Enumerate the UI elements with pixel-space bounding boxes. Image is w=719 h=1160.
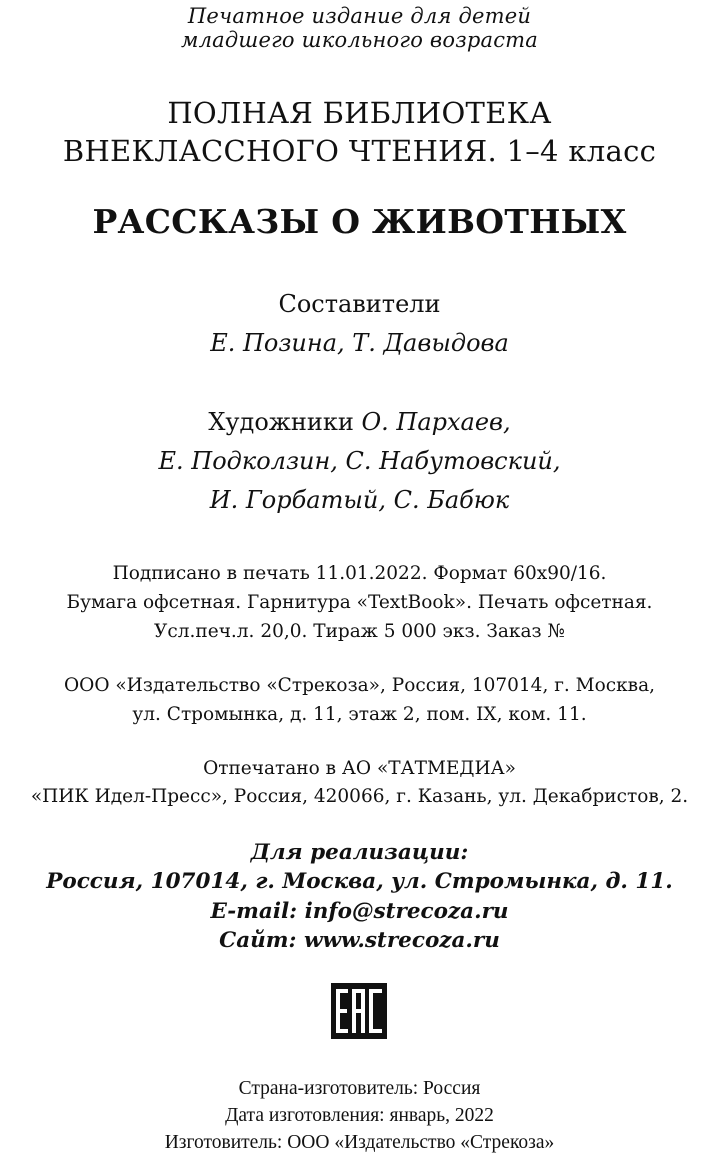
print-info-line-3: Усл.печ.л. 20,0. Тираж 5 000 экз. Заказ № [154, 621, 565, 642]
publisher-line-1: ООО «Издательство «Стрекоза», Россия, 107014, г. Москва, [63, 675, 655, 696]
audience-notice-line-2: младшего школьного возраста [180, 28, 539, 52]
print-info-line-2: Бумага офсетная. Гарнитура «TextBook». Печать офсетная. [66, 592, 653, 613]
audience-notice-line-1: Печатное издание для детей [187, 4, 532, 28]
series-title-line-2: ВНЕКЛАССНОГО ЧТЕНИЯ. 1–4 класс [62, 134, 657, 168]
artists-line-1 [0, 408, 719, 436]
sales-email: E-mail: info@strecoza.ru [210, 899, 509, 924]
sales-heading: Для реализации: [250, 840, 469, 865]
artists-names-first: О. Пархаев, [361, 408, 511, 436]
printer-line-2: «ПИК Идел-Пресс», Россия, 420066, г. Казань, ул. Декабристов, 2. [30, 786, 689, 807]
compilers-label: Составители [278, 290, 441, 318]
sales-website: Сайт: www.strecoza.ru [219, 928, 500, 953]
artists-line-2: Е. Подколзин, С. Набутовский, [158, 447, 561, 475]
sales-address: Россия, 107014, г. Москва, ул. Стромынка, д. 11. [46, 869, 673, 894]
printer-line-1: Отпечатано в АО «ТАТМЕДИА» [203, 758, 516, 779]
artists-line-3: И. Горбатый, С. Бабюк [209, 486, 510, 514]
manufacturer-country: Страна-изготовитель: Россия [238, 1078, 481, 1099]
artists-label: Художники [208, 408, 354, 436]
eac-mark-icon [331, 983, 387, 1039]
compilers-names: Е. Позина, Т. Давыдова [210, 329, 509, 357]
series-title-line-1: ПОЛНАЯ БИБЛИОТЕКА [167, 96, 552, 130]
print-info-line-1: Подписано в печать 11.01.2022. Формат 60х90/16. [112, 563, 607, 584]
publisher-line-2: ул. Стромынка, д. 11, этаж 2, пом. IX, ком. 11. [132, 704, 587, 725]
book-title: РАССКАЗЫ О ЖИВОТНЫХ [92, 202, 627, 241]
manufacturer-name: Изготовитель: ООО «Издательство «Стрекоза» [164, 1132, 555, 1153]
manufacture-date: Дата изготовления: январь, 2022 [225, 1105, 494, 1126]
